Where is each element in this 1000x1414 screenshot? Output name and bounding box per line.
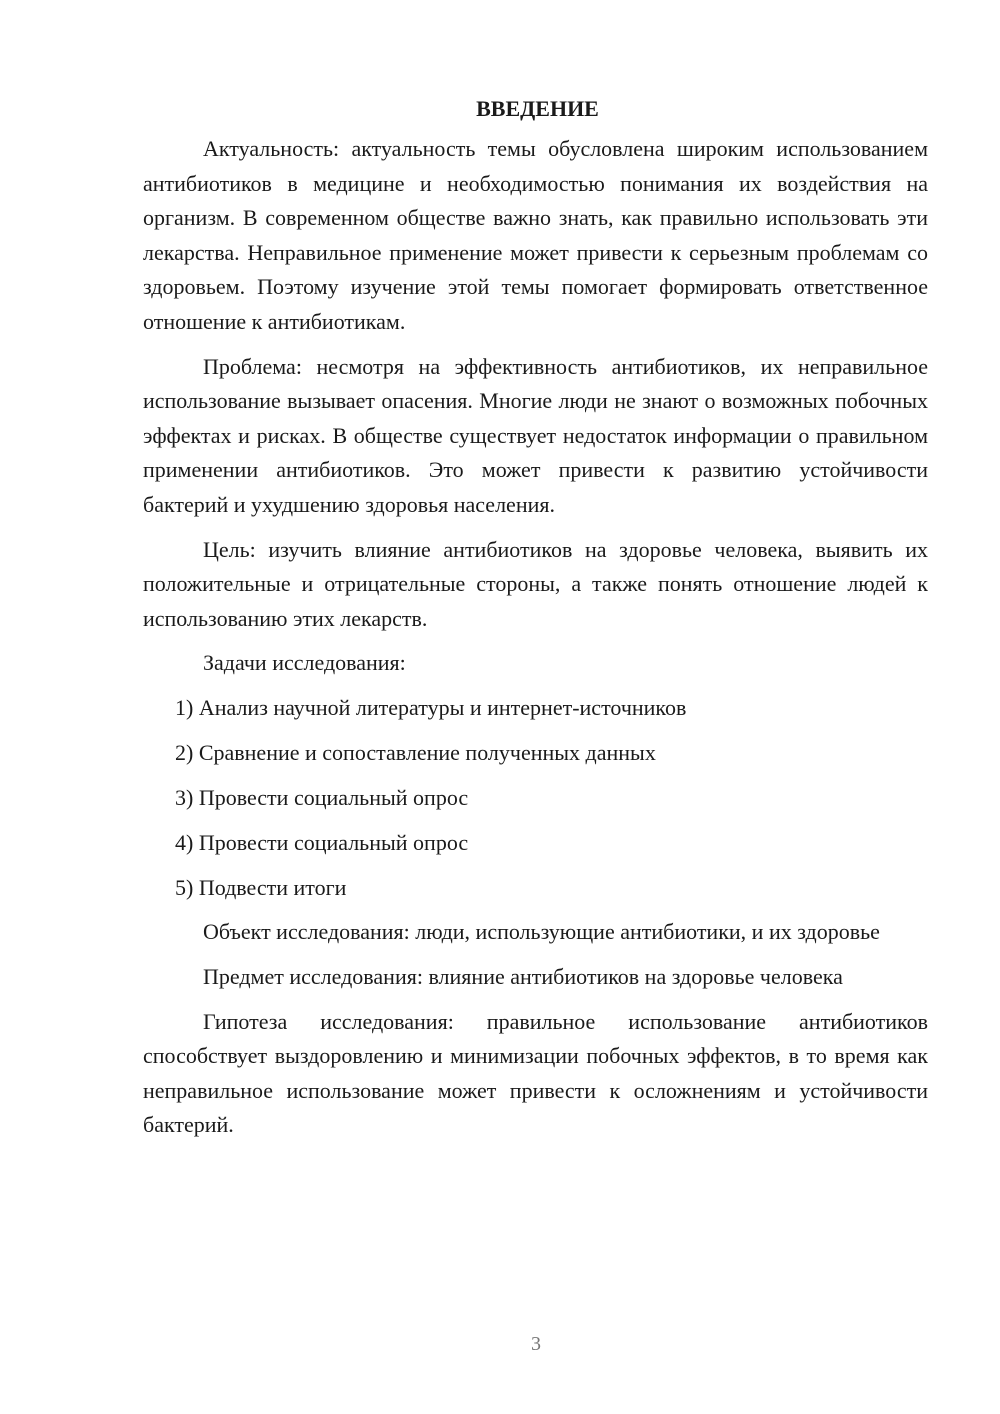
task-item: 1) Анализ научной литературы и интернет-источников xyxy=(175,695,687,721)
subject-paragraph: Предмет исследования: влияние антибиотиков на здоровье человека xyxy=(203,963,843,989)
goal-paragraph: Цель: изучить влияние антибиотиков на здоровье человека, выявить их положительные и отрицательные стороны, а также понять отношение людей к использованию этих лекарств. xyxy=(143,536,928,631)
tasks-list xyxy=(143,691,928,905)
relevance-paragraph: Актуальность: актуальность темы обусловлена широким использованием антибиотиков в медицине и необходимостью понимания их воздействия на организм. В современном обществе важно знать, как правильно использовать эти лекарства. Неправильное применение может привести к серьезным проблемам со здоровьем. Поэтому изучение этой темы помогает формировать ответственное отношение к антибиотикам. xyxy=(143,136,928,334)
page-title: ВВЕДЕНИЕ xyxy=(476,96,599,121)
page-number: 3 xyxy=(531,1333,541,1355)
tasks-heading: Задачи исследования: xyxy=(203,650,406,676)
task-item: 5) Подвести итоги xyxy=(175,875,347,901)
task-item: 4) Провести социальный опрос xyxy=(175,830,469,856)
object-paragraph: Объект исследования: люди, использующие антибиотики, и их здоровье xyxy=(203,919,880,945)
document-page xyxy=(143,92,928,1143)
task-item: 2) Сравнение и сопоставление полученных данных xyxy=(175,740,656,766)
hypothesis-paragraph: Гипотеза исследования: правильное использование антибиотиков способствует выздоровлению и минимизации побочных эффектов, в то время как неправильное использование может привести к осложнениям и устойчивости бактерий. xyxy=(143,1008,928,1138)
task-item: 3) Провести социальный опрос xyxy=(175,785,469,811)
problem-paragraph: Проблема: несмотря на эффективность антибиотиков, их неправильное использование вызывает опасения. Многие люди не знают о возможных побочных эффектах и рисках. В обществе существует недостаток информации о правильном применении антибиотиков. Это может привести к развитию устойчивости бактерий и ухудшению здоровья населения. xyxy=(143,353,928,517)
